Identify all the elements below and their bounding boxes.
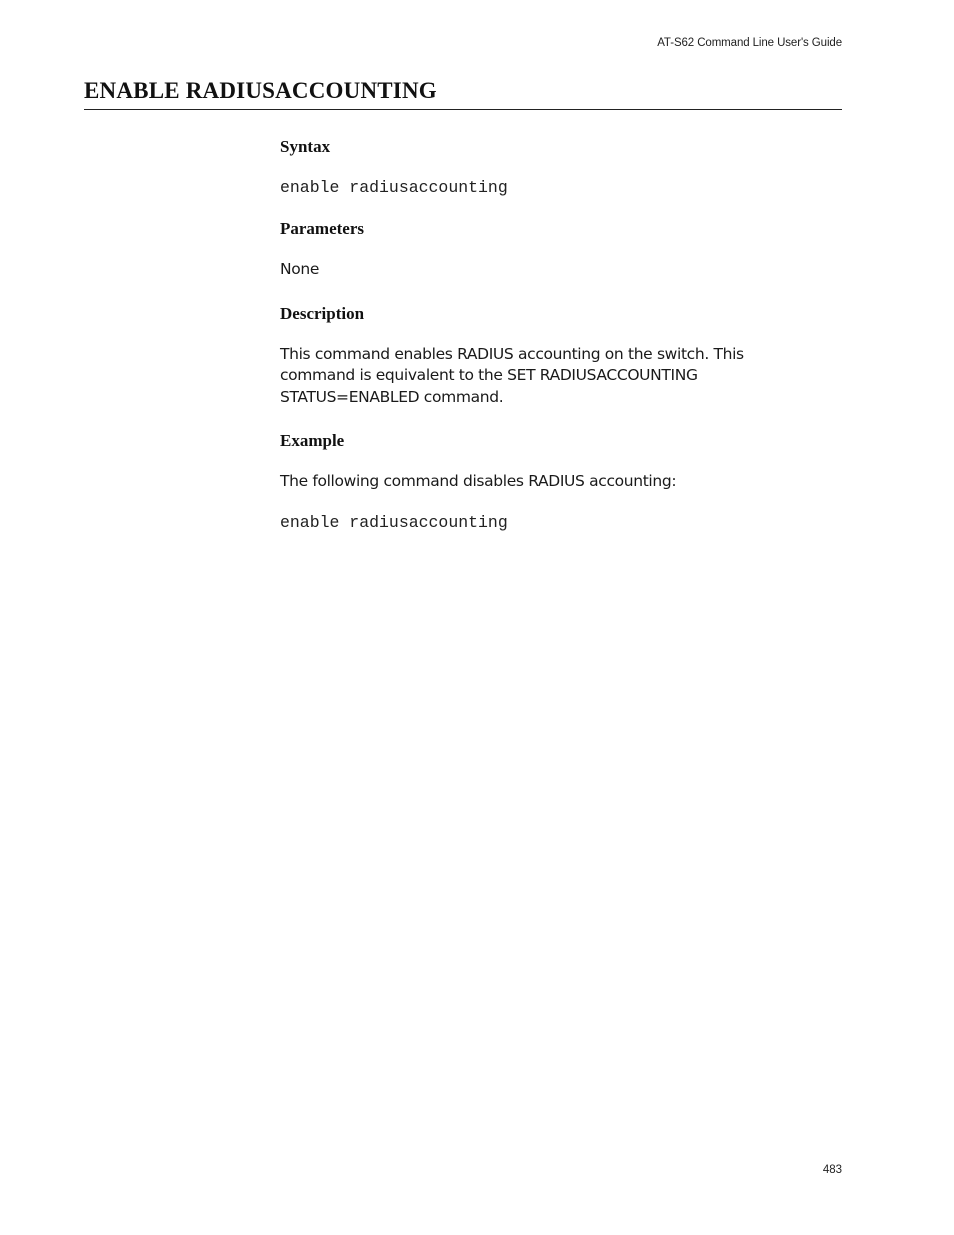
- description-line: This command enables RADIUS accounting on the switch. This: [280, 344, 744, 363]
- syntax-heading: Syntax: [280, 137, 331, 156]
- parameters-heading: Parameters: [280, 219, 365, 238]
- page-number: 483: [822, 1164, 842, 1176]
- running-header: AT-S62 Command Line User's Guide: [657, 37, 842, 49]
- title-rule: [84, 109, 842, 110]
- content: [280, 136, 800, 534]
- description-heading: Description: [280, 303, 365, 323]
- example-text: The following command disables RADIUS accounting:: [280, 472, 677, 490]
- description-text: [280, 344, 800, 409]
- example-heading: Example: [280, 431, 345, 450]
- description-line: STATUS=ENABLED command.: [280, 387, 504, 406]
- page-title: ENABLE RADIUSACCOUNTING: [84, 78, 437, 103]
- parameters-text: None: [280, 260, 320, 278]
- example-code: enable radiusaccounting: [280, 512, 508, 532]
- syntax-code: enable radiusaccounting: [280, 178, 508, 197]
- description-line: command is equivalent to the SET RADIUSACCOUNTING: [280, 366, 698, 384]
